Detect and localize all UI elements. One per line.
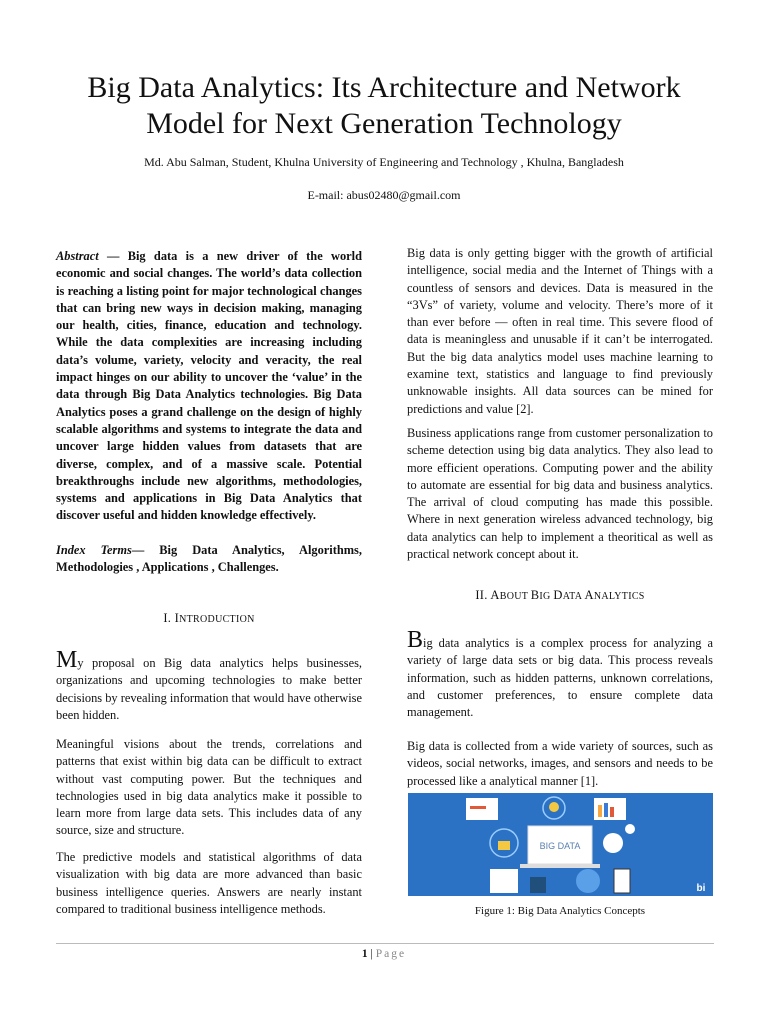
page-label: Page (375, 948, 407, 960)
heading-smallcaps: BOUT (499, 591, 531, 602)
eye-icon (625, 824, 635, 834)
globe-icon (576, 869, 600, 893)
heading-cap: A (490, 588, 500, 602)
big-data-illustration (408, 793, 713, 896)
drop-cap: M (56, 647, 78, 673)
email-line: E-mail: abus02480@gmail.com (307, 188, 461, 202)
paper-title (40, 70, 728, 142)
footer-divider (56, 943, 714, 944)
heading-smallcaps: NTRODUCTION (179, 614, 255, 625)
flowchart-icon (490, 869, 518, 893)
title-line-2: Model for Next Generation Technology (146, 107, 622, 140)
heading-cap: D (553, 588, 563, 602)
abstract (56, 248, 362, 525)
paragraph-text: ig data analytics is a complex process for analyzing a variety of large data sets or big data. This process reveals information, such as hidden patterns, unknown correlations, and customer preferences, to ensure complete data management. (407, 636, 713, 720)
about-paragraph-2: Big data is collected from a wide variety of sources, such as videos, social networks, images, and sensors and needs to be processed like a analytical manner [1]. (407, 739, 713, 788)
heading-smallcaps: IG (539, 591, 554, 602)
right-paragraph-2: Business applications range from customer personalization to scheme detection using big data analytics. They also lead to more efficient operations. Computing power and the ability to automate are essential for big data and business analytics. The arrival of cloud computing has made this possible. Where in next generation wireless advanced technology, big data analytics can help to implement a theoritical as well as practical network concept about it. (407, 426, 713, 562)
heading-smallcaps: ATA (562, 591, 585, 602)
donut-chart-icon (603, 833, 623, 853)
heading-smallcaps: NALYTICS (593, 591, 645, 602)
drop-cap: B (407, 627, 424, 653)
title-line-1: Big Data Analytics: Its Architecture and Network (87, 71, 681, 104)
heading-cap: I (174, 611, 180, 625)
author-line: Md. Abu Salman, Student, Khulna University of Engineering and Technology , Khulna, Bangladesh (144, 155, 624, 169)
figure-big-data-image (408, 793, 713, 896)
footer-separator: | (367, 948, 376, 960)
index-terms-text: — Big Data Analytics, Algorithms, Methodologies , Applications , Challenges. (56, 543, 362, 575)
heading-cap: B (530, 588, 540, 602)
heading-cap: A (584, 588, 594, 602)
index-terms (56, 542, 362, 577)
right-paragraph-1: Big data is only getting bigger with the growth of artificial intelligence, social media and the Internet of Things with a countless of sensors and devices. Data is measured in the “3Vs” of variety, volume and velocity. There’s more of it than ever before — often in real time. This severe flood of data is meaningless and unusable if it can’t be interrogated. But the big data analytics model uses machine learning to examine text, statistics and language to find previously unknowable insights. All data sources can be mined for predictions and value [2]. (407, 246, 713, 416)
page-number: 1 (361, 948, 368, 960)
figure-caption: Figure 1: Big Data Analytics Concepts (474, 905, 646, 917)
intro-paragraph-1 (56, 647, 362, 724)
about-paragraph-1 (407, 627, 713, 721)
intro-paragraph-3: The predictive models and statistical algorithms of data visualization with big data are more advanced than basic business intelligence queries. Answers are nearly instant compared to traditional business intelligence methods. (56, 850, 362, 916)
index-terms-label: Index Terms (56, 543, 132, 557)
section-numeral: I. (163, 611, 175, 625)
abstract-label: Abstract (56, 249, 99, 263)
phone-icon (614, 869, 630, 893)
intro-paragraph-2: Meaningful visions about the trends, correlations and patterns that exist within big data can be difficult to extract without vast computing power. But the techniques and technologies used in big data analytics make it possible to learn more from large data sets. This includes data of any source, size and structure. (56, 737, 362, 838)
paragraph-text: y proposal on Big data analytics helps businesses, organizations and upcoming technologies to make better decisions by revealing information that would have otherwise been hidden. (56, 656, 362, 722)
database-icon (530, 877, 546, 893)
figure-image-text: BIG DATA (539, 841, 581, 851)
page-footer (0, 948, 768, 960)
abstract-text: — Big data is a new driver of the world economic and social changes. The world’s data collection is reaching a listing point for major technological changes that can bring new ways in decision making, managing our health, cities, finance, education and technology. While the data complexities are increasing including data’s volume, variety, velocity and veracity, the real impact hinges on our ability to uncover the ‘value’ in the data through Big Data Analytics technologies. Big Data Analytics poses a grand challenge on the design of highly scalable algorithms and systems to integrate the data and uncover large hidden values from datasets that are diverse, complex, and of a massive scale. Potential breakthroughs include new algorithms, methodologies, systems and applications in Big Data Analytics that discover useful and hidden knowledge effectively. (56, 249, 362, 523)
section-heading-about (407, 588, 713, 603)
section-numeral: II. (475, 588, 491, 602)
section-heading-introduction (56, 611, 362, 626)
bi-logo: bi (696, 883, 706, 894)
